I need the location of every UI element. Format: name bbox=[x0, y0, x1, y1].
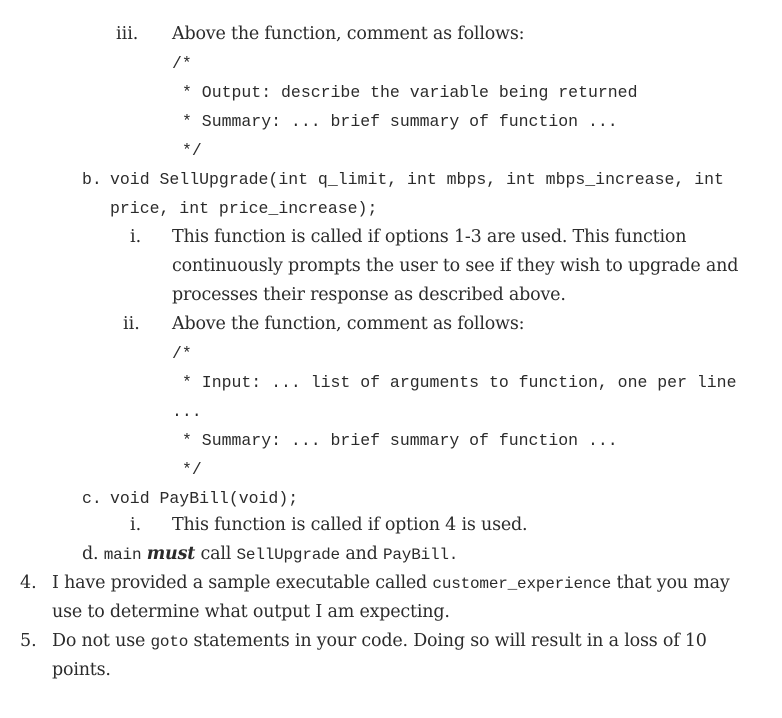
list-marker-d: d. bbox=[82, 544, 99, 564]
list-marker-ii: ii. bbox=[123, 314, 140, 334]
list-marker-iii: iii. bbox=[116, 24, 139, 44]
code-comment-line: * Summary: ... brief summary of function ... bbox=[182, 112, 618, 131]
instruction-text: Above the function, comment as follows: bbox=[172, 314, 525, 334]
inline-code: PayBill. bbox=[383, 546, 459, 564]
list-marker-i: i. bbox=[130, 227, 142, 247]
code-comment-line: * Input: ... list of arguments to function, one per line bbox=[182, 373, 737, 392]
numbered-item-text bbox=[52, 627, 707, 656]
description-text: continuously prompts the user to see if they wish to upgrade and bbox=[172, 256, 739, 276]
requirement-text: and bbox=[345, 544, 378, 564]
list-marker-c: c. bbox=[82, 489, 102, 508]
function-signature: price, int price_increase); bbox=[110, 199, 378, 218]
code-comment-line: */ bbox=[182, 460, 202, 479]
inline-code: customer_experience bbox=[432, 575, 612, 593]
description-text: processes their response as described above. bbox=[172, 285, 566, 305]
inline-code: SellUpgrade bbox=[236, 546, 340, 564]
numbered-item-text: use to determine what output I am expecting. bbox=[52, 602, 450, 622]
main-requirement bbox=[82, 540, 458, 569]
function-signature: void PayBill(void); bbox=[110, 489, 299, 508]
inline-code: main bbox=[103, 546, 142, 564]
function-signature: void SellUpgrade(int q_limit, int mbps, int mbps_increase, int bbox=[110, 170, 724, 189]
code-comment-line: */ bbox=[182, 141, 202, 160]
code-comment-line: ... bbox=[172, 402, 202, 421]
numbered-item-text: points. bbox=[52, 660, 111, 680]
inline-code: goto bbox=[150, 633, 189, 651]
list-marker-5: 5. bbox=[20, 631, 37, 651]
instruction-text: Above the function, comment as follows: bbox=[172, 24, 525, 44]
item-text: statements in your code. Doing so will result in a loss of 10 bbox=[193, 631, 707, 651]
list-marker-i: i. bbox=[130, 515, 142, 535]
item-text: I have provided a sample executable called bbox=[52, 573, 428, 593]
code-comment-line: /* bbox=[172, 54, 192, 73]
list-marker-4: 4. bbox=[20, 573, 37, 593]
numbered-item-text bbox=[52, 569, 730, 598]
code-comment-line: /* bbox=[172, 344, 192, 363]
item-text: Do not use bbox=[52, 631, 146, 651]
code-comment-line: * Output: describe the variable being returned bbox=[182, 83, 638, 102]
description-text: This function is called if option 4 is used. bbox=[172, 515, 528, 535]
requirement-text: call bbox=[200, 544, 232, 564]
list-marker-b: b. bbox=[82, 170, 102, 189]
code-comment-line: * Summary: ... brief summary of function ... bbox=[182, 431, 618, 450]
emphasis: must bbox=[146, 544, 196, 564]
description-text: This function is called if options 1-3 are used. This function bbox=[172, 227, 687, 247]
item-text: that you may bbox=[616, 573, 730, 593]
